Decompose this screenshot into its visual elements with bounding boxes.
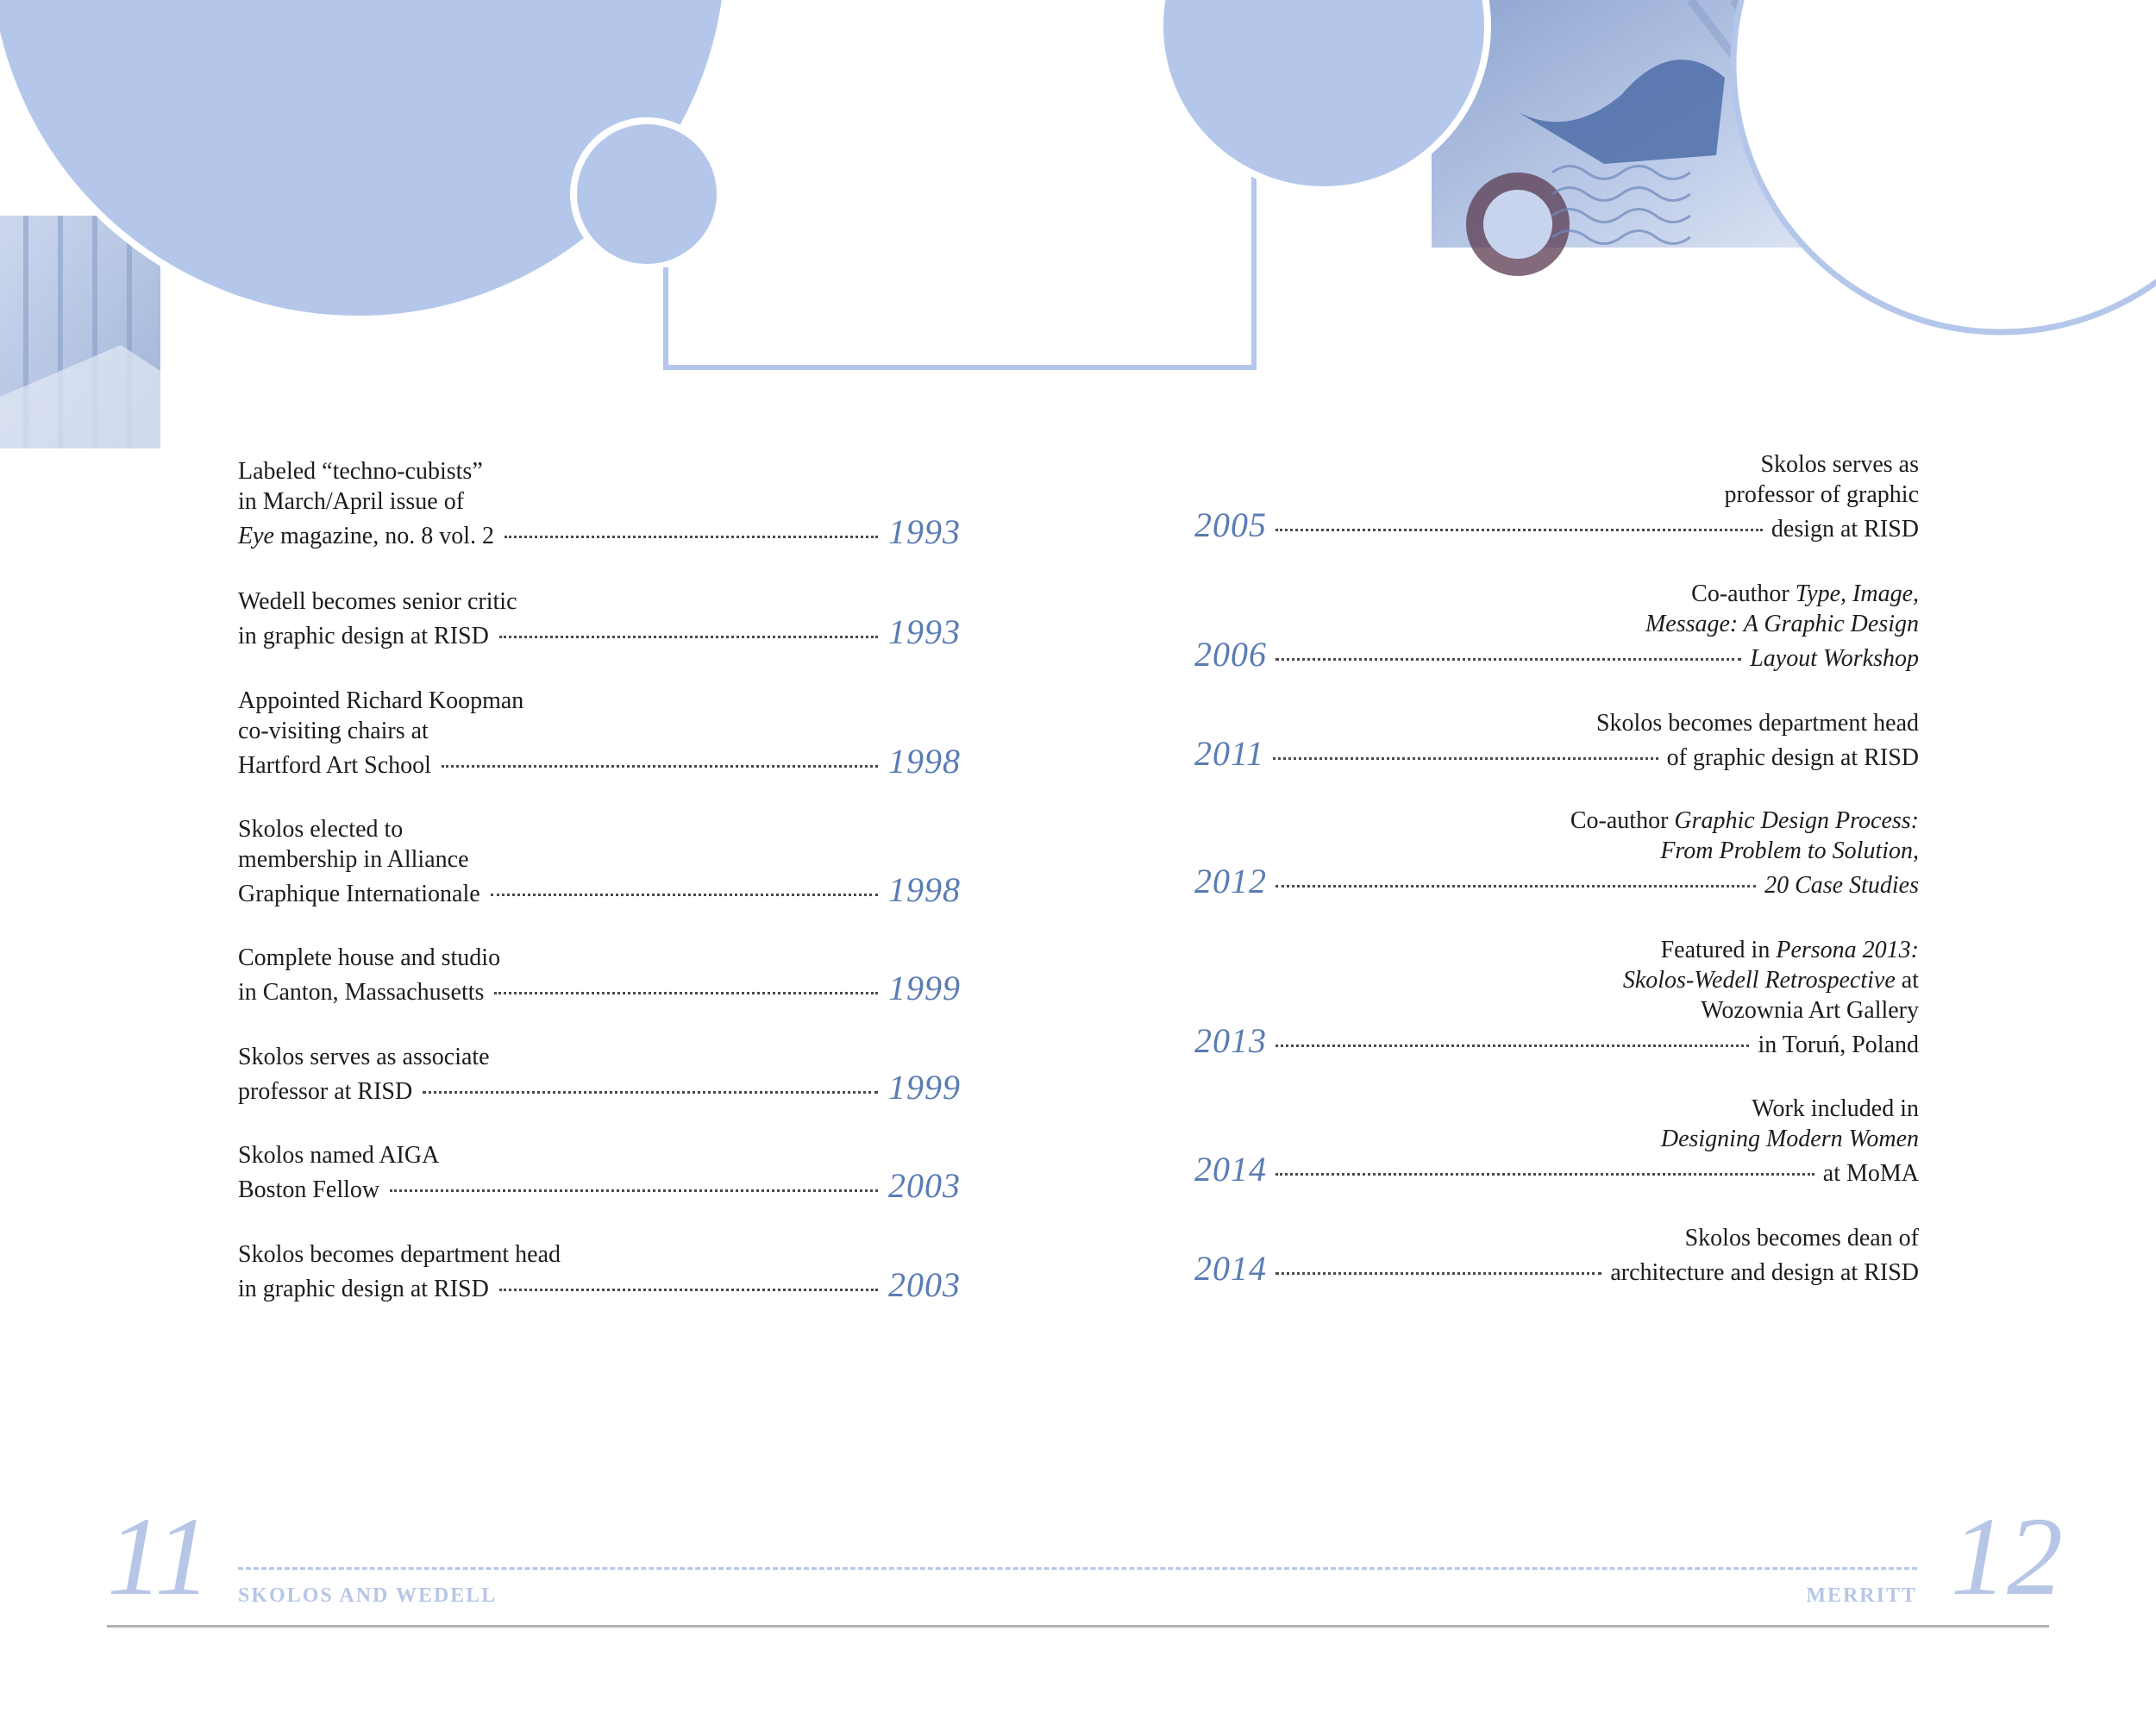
- entry-text: Skolos serves as: [1760, 451, 1919, 478]
- entry-year: 2012: [1194, 862, 1267, 900]
- dot-leader: [1275, 529, 1763, 531]
- entry-text: in graphic design at RISD: [238, 1276, 489, 1302]
- entry-text: at: [1895, 967, 1919, 994]
- dot-leader: [499, 1289, 878, 1291]
- entry-text: Skolos becomes department head: [238, 1241, 561, 1268]
- footer-rule: [107, 1625, 2049, 1628]
- dot-leader: [1275, 885, 1756, 888]
- entry-text: Appointed Richard Koopman: [238, 687, 524, 714]
- timeline-entry: [238, 686, 961, 781]
- timeline-entry: [1194, 579, 1919, 674]
- outline-circle: [1733, 0, 2156, 332]
- dot-leader: [505, 536, 878, 538]
- entry-text: Wedell becomes senior critic: [238, 588, 517, 615]
- entry-text: at MoMA: [1822, 1160, 1919, 1187]
- entry-text: Co-author: [1691, 580, 1796, 607]
- entry-text-italic: Type, Image,: [1795, 580, 1919, 607]
- timeline-entry: [1194, 1223, 1919, 1288]
- entry-text: Skolos named AIGA: [238, 1142, 440, 1169]
- entry-text: Hartford Art School: [238, 752, 431, 779]
- timeline-entry: [238, 1239, 961, 1304]
- entry-text-italic: Graphic Design Process:: [1674, 807, 1919, 834]
- dot-leader: [491, 894, 878, 896]
- entry-text: professor at RISD: [238, 1078, 413, 1105]
- entry-text: professor of graphic: [1724, 481, 1919, 508]
- entry-year: 2003: [888, 1265, 961, 1304]
- running-footer-left: SKOLOS AND WEDELL: [238, 1584, 498, 1607]
- entry-text: architecture and design at RISD: [1610, 1259, 1919, 1286]
- entry-year: 1998: [888, 742, 961, 781]
- entry-text: of graphic design at RISD: [1666, 744, 1919, 771]
- dot-leader: [423, 1091, 878, 1094]
- timeline-entry: [238, 1140, 961, 1205]
- timeline-entry: [1194, 1094, 1919, 1189]
- entry-year: 2005: [1194, 505, 1267, 544]
- dot-leader: [494, 992, 878, 994]
- entry-year: 2003: [888, 1166, 961, 1205]
- dot-leader: [1275, 1173, 1814, 1176]
- page-number-left: 11: [107, 1495, 211, 1619]
- timeline-entry: [238, 456, 961, 551]
- entry-text-italic: Layout Workshop: [1750, 645, 1919, 672]
- entry-text: in Canton, Massachusetts: [238, 979, 485, 1006]
- entry-text-italic: From Problem to Solution,: [1660, 837, 1919, 864]
- outline-frame: [666, 177, 1254, 367]
- dot-leader: [1275, 658, 1741, 661]
- entry-text: Skolos becomes dean of: [1684, 1225, 1919, 1251]
- small-circle: [573, 121, 720, 267]
- dot-leader: [1275, 1044, 1749, 1047]
- entry-text: Work included in: [1752, 1095, 1919, 1122]
- entry-text-italic: Eye: [238, 523, 274, 549]
- entry-text: Skolos elected to: [238, 816, 404, 843]
- dot-leader: [1275, 1272, 1601, 1275]
- entry-text: Graphique Internationale: [238, 881, 480, 907]
- entry-year: 1998: [888, 870, 961, 909]
- entry-year: 2006: [1194, 635, 1267, 674]
- entry-year: 1993: [888, 512, 961, 551]
- entry-text: in March/April issue of: [238, 488, 465, 515]
- entry-text: design at RISD: [1771, 516, 1919, 543]
- dot-leader: [1273, 757, 1658, 760]
- footer-dashed-rule: [238, 1567, 1917, 1570]
- entry-text: magazine, no. 8 vol. 2: [273, 523, 495, 549]
- header-artwork: [0, 0, 2156, 483]
- timeline-entry: [1194, 449, 1919, 544]
- entry-year: 2011: [1194, 734, 1265, 773]
- entry-text: in Toruń, Poland: [1758, 1032, 1919, 1058]
- page-number-right: 12: [1951, 1495, 2063, 1619]
- entry-text: Co-author: [1570, 807, 1675, 834]
- entry-year: 1999: [888, 1068, 961, 1107]
- timeline-entry: [238, 1042, 961, 1107]
- entry-text: Labeled “techno-cubists”: [238, 458, 483, 485]
- left-photo-fragment: [0, 216, 160, 448]
- entry-text: Skolos becomes department head: [1595, 710, 1919, 737]
- timeline-entry: [238, 814, 961, 909]
- dot-leader: [442, 765, 878, 768]
- entry-text-italic: Skolos-Wedell Retrospective: [1622, 967, 1896, 994]
- timeline-entry: [1194, 806, 1919, 900]
- entry-text: in graphic design at RISD: [238, 623, 489, 649]
- entry-text-italic: Persona 2013:: [1776, 937, 1919, 963]
- entry-text: membership in Alliance: [238, 846, 469, 873]
- entry-year: 1999: [888, 969, 961, 1007]
- entry-year: 2014: [1194, 1150, 1267, 1189]
- timeline-entry: [1194, 708, 1919, 773]
- entry-text: Complete house and studio: [238, 944, 501, 971]
- entry-text: Skolos serves as associate: [238, 1044, 490, 1070]
- entry-text-italic: Message: A Graphic Design: [1645, 611, 1919, 637]
- running-footer-right: MERRITT: [1806, 1584, 1917, 1607]
- timeline-entry: [1194, 935, 1919, 1060]
- entry-year: 2014: [1194, 1249, 1267, 1288]
- timeline-entry: [238, 586, 961, 651]
- entry-year: 2013: [1194, 1021, 1267, 1060]
- entry-year: 1993: [888, 612, 961, 651]
- entry-text: Featured in: [1660, 937, 1777, 963]
- dot-leader: [390, 1189, 878, 1192]
- entry-text: Wozownia Art Gallery: [1701, 997, 1919, 1024]
- entry-text: Boston Fellow: [238, 1176, 380, 1203]
- timeline-entry: [238, 943, 961, 1007]
- dot-leader: [499, 636, 878, 638]
- entry-text-italic: Designing Modern Women: [1660, 1126, 1919, 1152]
- entry-text: co-visiting chairs at: [238, 718, 429, 744]
- entry-text-italic: 20 Case Studies: [1764, 872, 1919, 899]
